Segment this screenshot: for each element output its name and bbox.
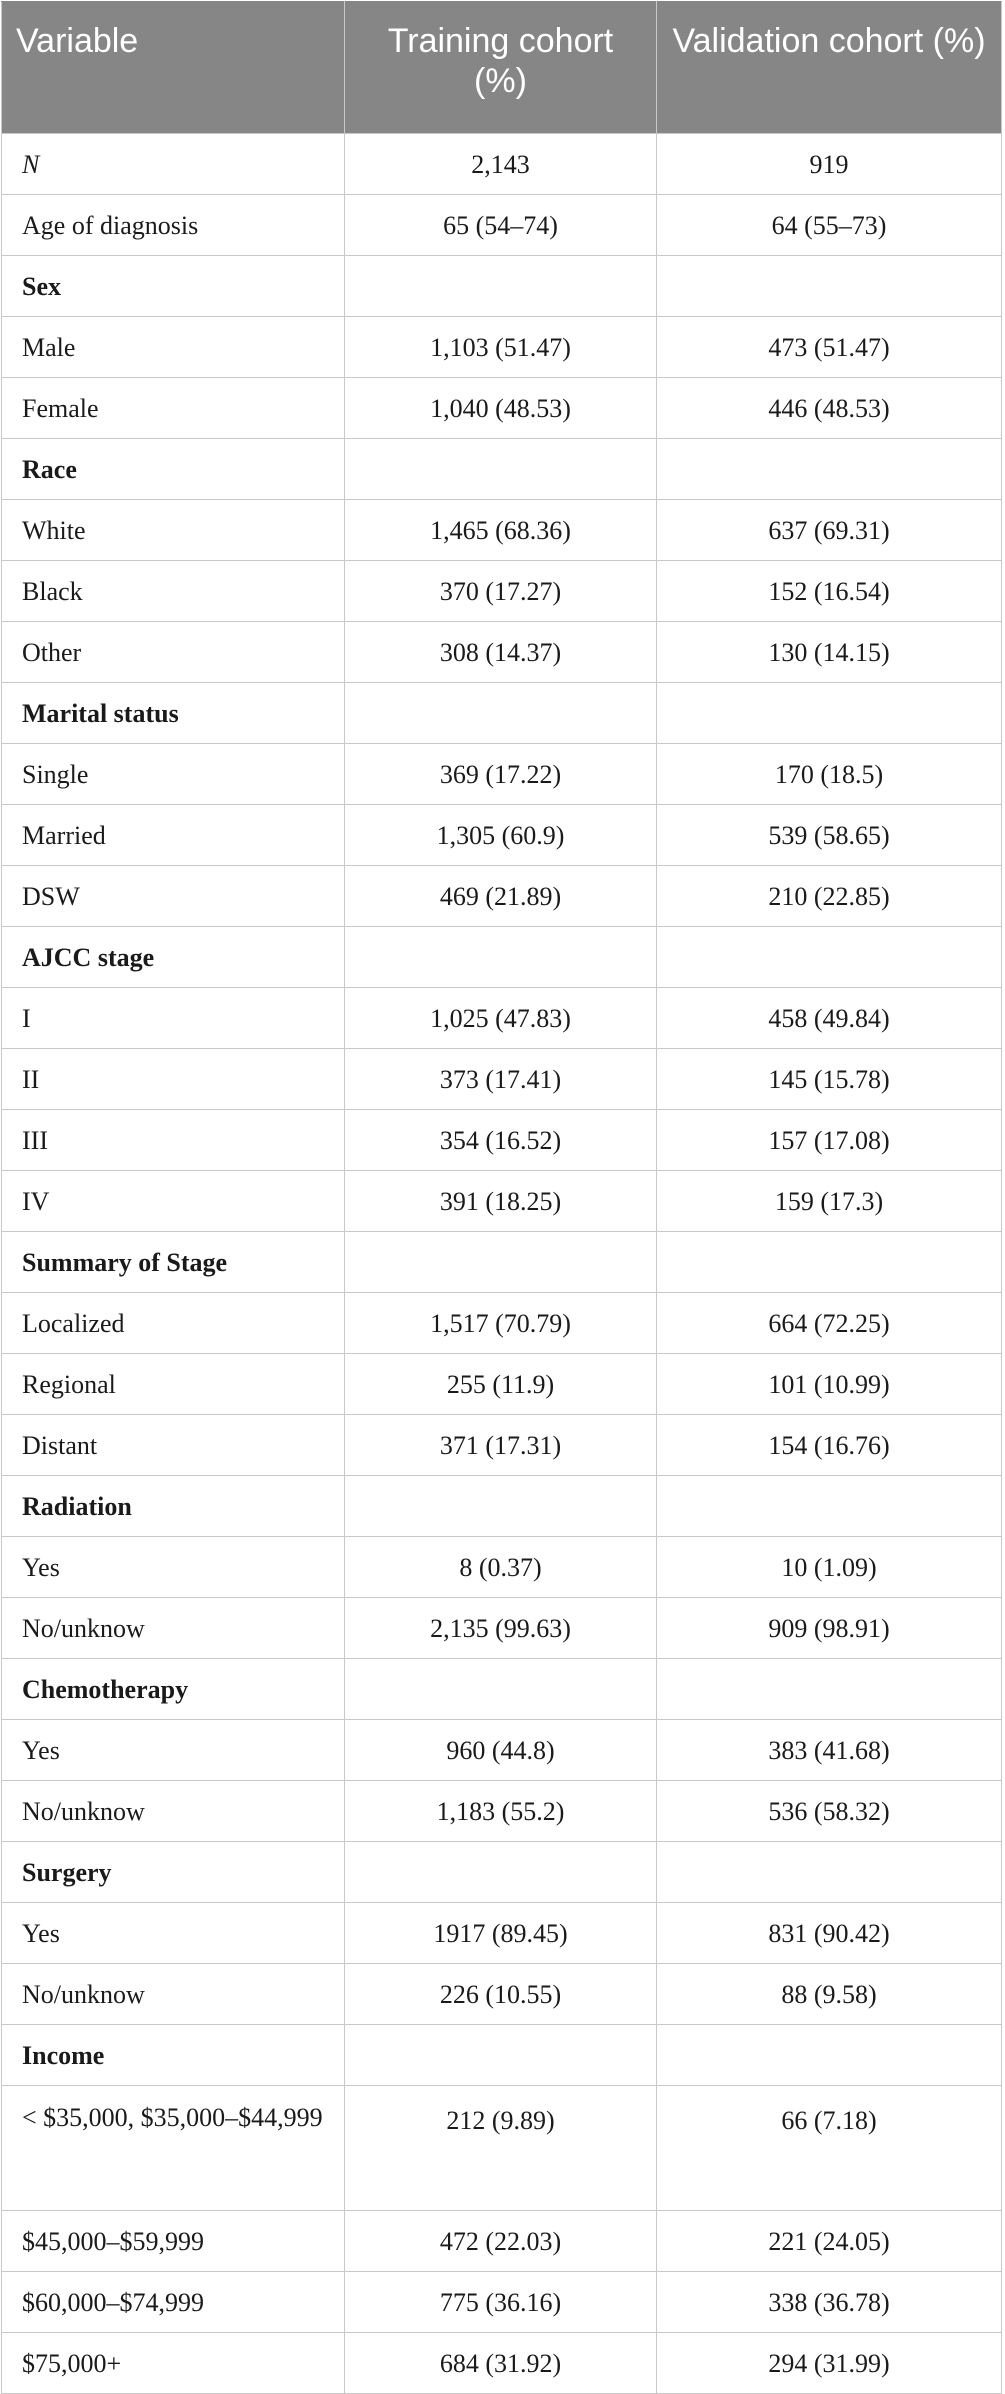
row-validation: 446 (48.53): [657, 378, 1002, 439]
row-validation: 473 (51.47): [657, 317, 1002, 378]
row-validation: [657, 1476, 1002, 1537]
section-row: [2, 927, 1002, 988]
row-validation: 294 (31.99): [657, 2333, 1002, 2394]
row-variable: II: [2, 1049, 345, 1110]
row-validation: [657, 256, 1002, 317]
section-row: [2, 1232, 1002, 1293]
table-row: [2, 1964, 1002, 2025]
row-training: 775 (36.16): [345, 2272, 657, 2333]
row-validation: 536 (58.32): [657, 1781, 1002, 1842]
row-training: 8 (0.37): [345, 1537, 657, 1598]
row-training: [345, 256, 657, 317]
row-training: 469 (21.89): [345, 866, 657, 927]
section-heading: Marital status: [2, 683, 345, 744]
row-validation: [657, 683, 1002, 744]
row-variable: Localized: [2, 1293, 345, 1354]
section-heading: Sex: [2, 256, 345, 317]
row-validation: 88 (9.58): [657, 1964, 1002, 2025]
table-row: [2, 744, 1002, 805]
row-validation: 170 (18.5): [657, 744, 1002, 805]
table-row: [2, 2272, 1002, 2333]
section-heading: Surgery: [2, 1842, 345, 1903]
row-variable: Age of diagnosis: [2, 195, 345, 256]
row-variable: Yes: [2, 1537, 345, 1598]
row-training: 1,040 (48.53): [345, 378, 657, 439]
cohort-table-container: [1, 1, 1001, 2394]
header-variable: Variable: [2, 2, 345, 134]
table-row: [2, 2211, 1002, 2272]
row-validation: [657, 1232, 1002, 1293]
row-variable: No/unknow: [2, 1964, 345, 2025]
row-training: 2,135 (99.63): [345, 1598, 657, 1659]
row-validation: 154 (16.76): [657, 1415, 1002, 1476]
table-header: [2, 2, 1002, 134]
row-validation: 831 (90.42): [657, 1903, 1002, 1964]
row-training: 370 (17.27): [345, 561, 657, 622]
row-variable: III: [2, 1110, 345, 1171]
row-validation: [657, 2025, 1002, 2086]
row-training: 1,465 (68.36): [345, 500, 657, 561]
section-heading: AJCC stage: [2, 927, 345, 988]
row-variable: White: [2, 500, 345, 561]
table-row: [2, 1720, 1002, 1781]
row-validation: 101 (10.99): [657, 1354, 1002, 1415]
row-training: 373 (17.41): [345, 1049, 657, 1110]
table-row: [2, 1903, 1002, 1964]
row-variable: Regional: [2, 1354, 345, 1415]
table-row: [2, 1171, 1002, 1232]
row-variable: Married: [2, 805, 345, 866]
table-row: [2, 134, 1002, 195]
row-training: 226 (10.55): [345, 1964, 657, 2025]
row-variable: IV: [2, 1171, 345, 1232]
row-variable: < $35,000, $35,000–$44,999: [2, 2086, 345, 2211]
table-row: [2, 317, 1002, 378]
row-variable: Other: [2, 622, 345, 683]
row-validation: [657, 439, 1002, 500]
row-variable: No/unknow: [2, 1781, 345, 1842]
row-training: 371 (17.31): [345, 1415, 657, 1476]
table-row: [2, 805, 1002, 866]
table-row: [2, 866, 1002, 927]
row-variable: Male: [2, 317, 345, 378]
section-heading: Chemotherapy: [2, 1659, 345, 1720]
row-validation: 130 (14.15): [657, 622, 1002, 683]
header-row: [2, 2, 1002, 134]
row-validation: [657, 1659, 1002, 1720]
table-row: [2, 378, 1002, 439]
row-validation: 909 (98.91): [657, 1598, 1002, 1659]
table-row: [2, 988, 1002, 1049]
row-training: 354 (16.52): [345, 1110, 657, 1171]
row-validation: 664 (72.25): [657, 1293, 1002, 1354]
row-training: 212 (9.89): [345, 2086, 657, 2211]
row-training: 1,517 (70.79): [345, 1293, 657, 1354]
row-training: [345, 1476, 657, 1537]
row-training: 391 (18.25): [345, 1171, 657, 1232]
row-validation: 637 (69.31): [657, 500, 1002, 561]
row-training: 1,103 (51.47): [345, 317, 657, 378]
row-training: 1917 (89.45): [345, 1903, 657, 1964]
header-training-cohort: Training cohort (%): [345, 2, 657, 134]
row-training: 369 (17.22): [345, 744, 657, 805]
row-training: 65 (54–74): [345, 195, 657, 256]
cohort-characteristics-table: [1, 1, 1002, 2394]
section-row: [2, 256, 1002, 317]
row-variable: $75,000+: [2, 2333, 345, 2394]
row-training: [345, 927, 657, 988]
table-row: [2, 1598, 1002, 1659]
row-training: [345, 683, 657, 744]
row-training: 1,025 (47.83): [345, 988, 657, 1049]
row-variable: Female: [2, 378, 345, 439]
section-row: [2, 683, 1002, 744]
section-heading: Income: [2, 2025, 345, 2086]
row-training: 960 (44.8): [345, 1720, 657, 1781]
row-validation: 919: [657, 134, 1002, 195]
row-training: 2,143: [345, 134, 657, 195]
table-row: [2, 1415, 1002, 1476]
table-row: [2, 1110, 1002, 1171]
row-variable: N: [2, 134, 345, 195]
row-variable: Yes: [2, 1720, 345, 1781]
table-row: [2, 1354, 1002, 1415]
section-row: [2, 1659, 1002, 1720]
table-row: [2, 1293, 1002, 1354]
table-row: [2, 2333, 1002, 2394]
row-training: [345, 1842, 657, 1903]
table-row: [2, 500, 1002, 561]
section-heading: Summary of Stage: [2, 1232, 345, 1293]
row-training: 255 (11.9): [345, 1354, 657, 1415]
row-training: 1,183 (55.2): [345, 1781, 657, 1842]
row-validation: 338 (36.78): [657, 2272, 1002, 2333]
section-row: [2, 439, 1002, 500]
row-variable: I: [2, 988, 345, 1049]
row-variable: Yes: [2, 1903, 345, 1964]
row-validation: [657, 1842, 1002, 1903]
table-row: [2, 1537, 1002, 1598]
section-heading: Radiation: [2, 1476, 345, 1537]
table-body: [2, 134, 1002, 2394]
row-validation: 152 (16.54): [657, 561, 1002, 622]
row-validation: 458 (49.84): [657, 988, 1002, 1049]
header-validation-cohort: Validation cohort (%): [657, 2, 1002, 134]
row-training: 308 (14.37): [345, 622, 657, 683]
section-heading: Race: [2, 439, 345, 500]
row-validation: 210 (22.85): [657, 866, 1002, 927]
table-row: [2, 1049, 1002, 1110]
row-validation: 157 (17.08): [657, 1110, 1002, 1171]
row-training: 684 (31.92): [345, 2333, 657, 2394]
row-variable: $45,000–$59,999: [2, 2211, 345, 2272]
row-variable: DSW: [2, 866, 345, 927]
row-validation: 383 (41.68): [657, 1720, 1002, 1781]
row-validation: 66 (7.18): [657, 2086, 1002, 2211]
table-row: [2, 2086, 1002, 2211]
row-training: [345, 1659, 657, 1720]
table-row: [2, 622, 1002, 683]
table-row: [2, 561, 1002, 622]
row-validation: 159 (17.3): [657, 1171, 1002, 1232]
section-row: [2, 1842, 1002, 1903]
table-row: [2, 1781, 1002, 1842]
row-validation: 221 (24.05): [657, 2211, 1002, 2272]
row-training: 472 (22.03): [345, 2211, 657, 2272]
row-variable: $60,000–$74,999: [2, 2272, 345, 2333]
row-variable: Distant: [2, 1415, 345, 1476]
row-training: [345, 2025, 657, 2086]
row-training: [345, 1232, 657, 1293]
row-validation: 64 (55–73): [657, 195, 1002, 256]
row-training: 1,305 (60.9): [345, 805, 657, 866]
section-row: [2, 2025, 1002, 2086]
row-validation: 145 (15.78): [657, 1049, 1002, 1110]
section-row: [2, 1476, 1002, 1537]
row-validation: [657, 927, 1002, 988]
row-validation: 10 (1.09): [657, 1537, 1002, 1598]
row-validation: 539 (58.65): [657, 805, 1002, 866]
row-training: [345, 439, 657, 500]
row-variable: Single: [2, 744, 345, 805]
row-variable: Black: [2, 561, 345, 622]
table-row: [2, 195, 1002, 256]
row-variable: No/unknow: [2, 1598, 345, 1659]
